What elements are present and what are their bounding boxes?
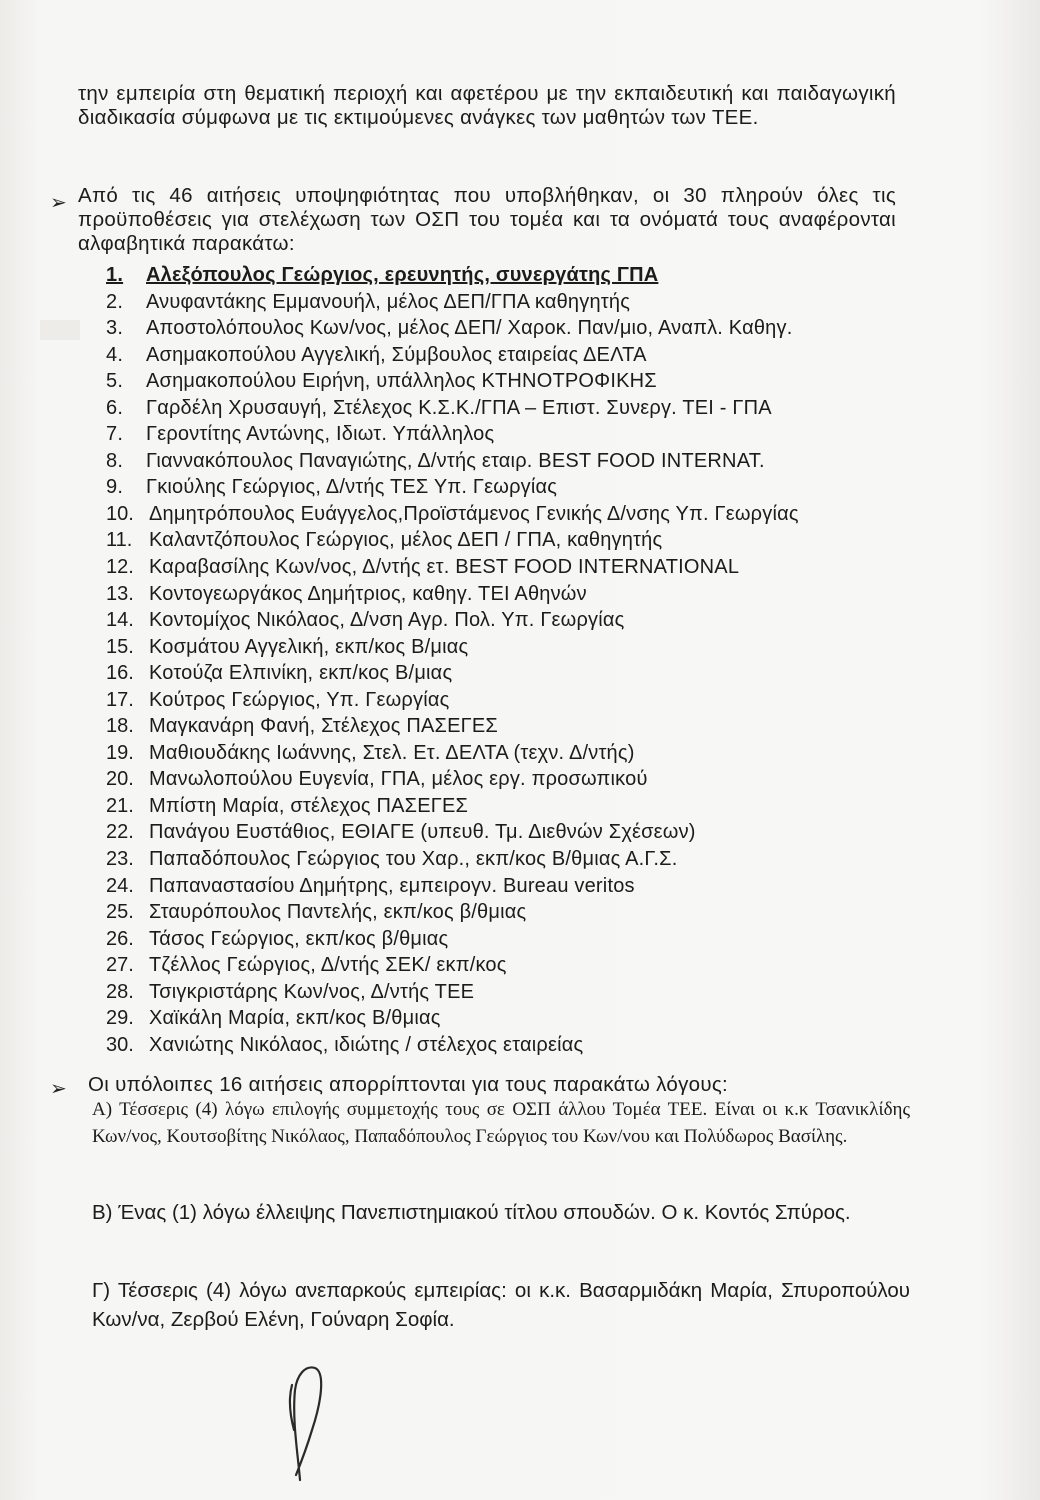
candidate-item (106, 846, 906, 873)
candidate-text: Γεροντίτης Αντώνης, Ιδιωτ. Υπάλληλος (146, 423, 495, 446)
candidate-number: 25. (106, 901, 134, 924)
candidate-number: 17. (106, 688, 134, 711)
candidate-number: 18. (106, 715, 134, 738)
candidate-number: 1. (106, 264, 124, 286)
candidate-number: 6. (106, 396, 124, 419)
rejections-heading: Οι υπόλοιπες 16 αιτήσεις απορρίπτονται για τους παρακάτω λόγους: (88, 1073, 729, 1096)
candidate-number: 27. (106, 954, 134, 977)
candidate-item (106, 687, 906, 714)
candidate-item (106, 926, 906, 953)
candidate-number: 30. (106, 1033, 134, 1056)
candidate-item (106, 1032, 906, 1059)
candidate-item (106, 289, 906, 316)
candidate-text: Χαϊκάλη Μαρία, εκπ/κος Β/θμιας (149, 1007, 441, 1030)
candidate-text: Χανιώτης Νικόλαος, ιδιώτης / στέλεχος εταιρείας (149, 1033, 584, 1056)
candidate-item (106, 315, 906, 342)
applications-paragraph: Από τις 46 αιτήσεις υποψηφιότητας που υποβλήθηκαν, οι 30 πληρούν όλες τις προϋποθέσεις για στελέχωση των ΟΣΠ του τομέα και τα ονόματά τους αναφέρονται αλφαβητικά παρακάτω: (78, 184, 896, 255)
candidate-text: Ασημακοπούλου Ειρήνη, υπάλληλος ΚΤΗΝΟΤΡΟΦΙΚΗΣ (146, 370, 657, 393)
arrow-bullet-icon: ➢ (50, 1078, 67, 1100)
candidate-number: 15. (106, 635, 134, 658)
candidate-text: Σταυρόπουλος Παντελής, εκπ/κος β/θμιας (149, 901, 527, 924)
candidate-number: 3. (106, 317, 124, 340)
candidate-item (106, 368, 906, 395)
candidate-text: Τάσος Γεώργιος, εκπ/κος β/θμιας (149, 927, 449, 950)
candidate-item (106, 581, 906, 608)
candidate-number: 20. (106, 768, 134, 791)
candidate-item (106, 873, 906, 900)
candidate-item (106, 474, 906, 501)
candidate-text: Μπίστη Μαρία, στέλεχος ΠΑΣΕΓΕΣ (149, 794, 469, 817)
candidate-number: 9. (106, 476, 124, 499)
candidate-text: Γκιούλης Γεώργιος, Δ/ντής ΤΕΣ Υπ. Γεωργίας (146, 476, 558, 499)
candidate-number: 19. (106, 741, 134, 764)
candidate-item (106, 766, 906, 793)
arrow-bullet-icon: ➢ (50, 192, 67, 214)
candidate-text: Γαρδέλη Χρυσαυγή, Στέλεχος Κ.Σ.Κ./ΓΠΑ – Επιστ. Συνεργ. ΤΕΙ - ΓΠΑ (146, 396, 772, 419)
candidate-text: Γιαννακόπουλος Παναγιώτης, Δ/ντής εταιρ. BEST FOOD INTERNAT. (146, 449, 765, 472)
candidate-item (106, 395, 906, 422)
candidate-text: Κοντογεωργάκος Δημήτριος, καθηγ. ΤΕΙ Αθηνών (149, 582, 587, 605)
candidate-text: Μανωλοπούλου Ευγενία, ΓΠΑ, μέλος εργ. προσωπικού (149, 768, 648, 791)
candidate-text: Ασημακοπούλου Αγγελική, Σύμβουλος εταιρείας ΔΕΛΤΑ (146, 343, 647, 366)
candidate-item (106, 952, 906, 979)
candidate-number: 23. (106, 848, 134, 871)
candidate-text: Ανυφαντάκης Εμμανουήλ, μέλος ΔΕΠ/ΓΠΑ καθηγητής (146, 290, 631, 313)
candidate-number: 26. (106, 927, 134, 950)
candidate-item (106, 979, 906, 1006)
candidate-number: 7. (106, 423, 124, 446)
candidate-number: 22. (106, 821, 134, 844)
candidate-text: Κοσμάτου Αγγελική, εκπ/κος Β/μιας (149, 635, 469, 658)
candidate-list (106, 262, 906, 1058)
intro-paragraph: την εμπειρία στη θεματική περιοχή και αφετέρου με την εκπαιδευτική και παιδαγωγική διαδικασία σύμφωνα με τις εκτιμούμενες ανάγκες των μαθητών των ΤΕΕ. (78, 82, 896, 129)
candidate-text: Δημητρόπουλος Ευάγγελος,Προϊστάμενος Γενικής Δ/νσης Υπ. Γεωργίας (149, 502, 799, 525)
candidate-number: 24. (106, 874, 134, 897)
candidate-item (106, 607, 906, 634)
candidate-text: Μαθιουδάκης Ιωάννης, Στελ. Ετ. ΔΕΛΤΑ (τεχν. Δ/ντής) (149, 741, 635, 764)
candidate-number: 12. (106, 556, 134, 579)
candidate-item (106, 819, 906, 846)
candidate-text: Τζέλλος Γεώργιος, Δ/ντής ΣΕΚ/ εκπ/κος (149, 954, 507, 977)
candidate-item (106, 448, 906, 475)
candidate-text: Κοτούζα Ελπινίκη, εκπ/κος Β/μιας (149, 662, 453, 685)
candidate-number: 29. (106, 1007, 134, 1030)
candidate-item (106, 713, 906, 740)
candidate-item (106, 527, 906, 554)
candidate-number: 5. (106, 370, 124, 393)
candidate-item (106, 501, 906, 528)
candidate-text: Κούτρος Γεώργιος, Υπ. Γεωργίας (149, 688, 450, 711)
candidate-number: 8. (106, 449, 124, 472)
candidate-text: Αποστολόπουλος Κων/νος, μέλος ΔΕΠ/ Χαροκ. Παν/μιο, Αναπλ. Καθηγ. (146, 317, 793, 340)
candidate-item (106, 1005, 906, 1032)
handwritten-signature-icon (270, 1360, 350, 1490)
candidate-item (106, 793, 906, 820)
rejection-reason-c: Γ) Τέσσερις (4) λόγω ανεπαρκούς εμπειρίας: οι κ.κ. Βασαρμιδάκη Μαρία, Σπυροπούλου Κων/να, Ζερβού Ελένη, Γούναρη Σοφία. (92, 1279, 910, 1331)
candidate-text: Παπαδόπουλος Γεώργιος του Χαρ., εκπ/κος Β/θμιας Α.Γ.Σ. (149, 848, 678, 871)
candidate-text: Παπαναστασίου Δημήτρης, εμπειρογν. Bureau veritos (149, 874, 635, 897)
candidate-item (106, 342, 906, 369)
candidate-item (106, 262, 906, 289)
candidate-number: 28. (106, 980, 134, 1003)
candidate-text: Κοντομίχος Νικόλαος, Δ/νση Αγρ. Πολ. Υπ. Γεωργίας (149, 609, 625, 632)
candidate-item (106, 634, 906, 661)
candidate-text: Καλαντζόπουλος Γεώργιος, μέλος ΔΕΠ / ΓΠΑ, καθηγητής (149, 529, 663, 552)
candidate-item (106, 421, 906, 448)
candidate-number: 4. (106, 343, 124, 366)
candidate-number: 13. (106, 582, 134, 605)
bleed-through-shadow (40, 320, 80, 340)
candidate-text: Αλεξόπουλος Γεώργιος, ερευνητής, συνεργάτης ΓΠΑ (146, 264, 659, 286)
candidate-text: Τσιγκριστάρης Κων/νος, Δ/ντής ΤΕΕ (149, 980, 475, 1003)
candidate-text: Μαγκανάρη Φανή, Στέλεχος ΠΑΣΕΓΕΣ (149, 715, 498, 738)
candidate-number: 21. (106, 794, 134, 817)
candidate-number: 10. (106, 502, 134, 525)
candidate-text: Καραβασίλης Κων/νος, Δ/ντής ετ. BEST FOOD INTERNATIONAL (149, 556, 740, 579)
candidate-item (106, 554, 906, 581)
candidate-number: 16. (106, 662, 134, 685)
rejection-reason-a: Α) Τέσσερις (4) λόγω επιλογής συμμετοχής τους σε ΟΣΠ άλλου Τομέα ΤΕΕ. Είναι οι κ.κ Τσανικλίδης Κων/νος, Κουτσοβίτης Νικόλαος, Παπαδόπουλος Γεώργιος του Κων/νου και Πολύδωρος Βασίλης. (92, 1099, 910, 1147)
candidate-number: 11. (106, 529, 133, 552)
candidate-number: 2. (106, 290, 124, 313)
candidate-item (106, 740, 906, 767)
candidate-number: 14. (106, 609, 134, 632)
candidate-item (106, 899, 906, 926)
candidate-item (106, 660, 906, 687)
rejection-reason-b: Β) Ένας (1) λόγω έλλειψης Πανεπιστημιακού τίτλου σπουδών. Ο κ. Κοντός Σπύρος. (92, 1201, 851, 1224)
candidate-text: Πανάγου Ευστάθιος, ΕΘΙΑΓΕ (υπευθ. Τμ. Διεθνών Σχέσεων) (149, 821, 696, 844)
